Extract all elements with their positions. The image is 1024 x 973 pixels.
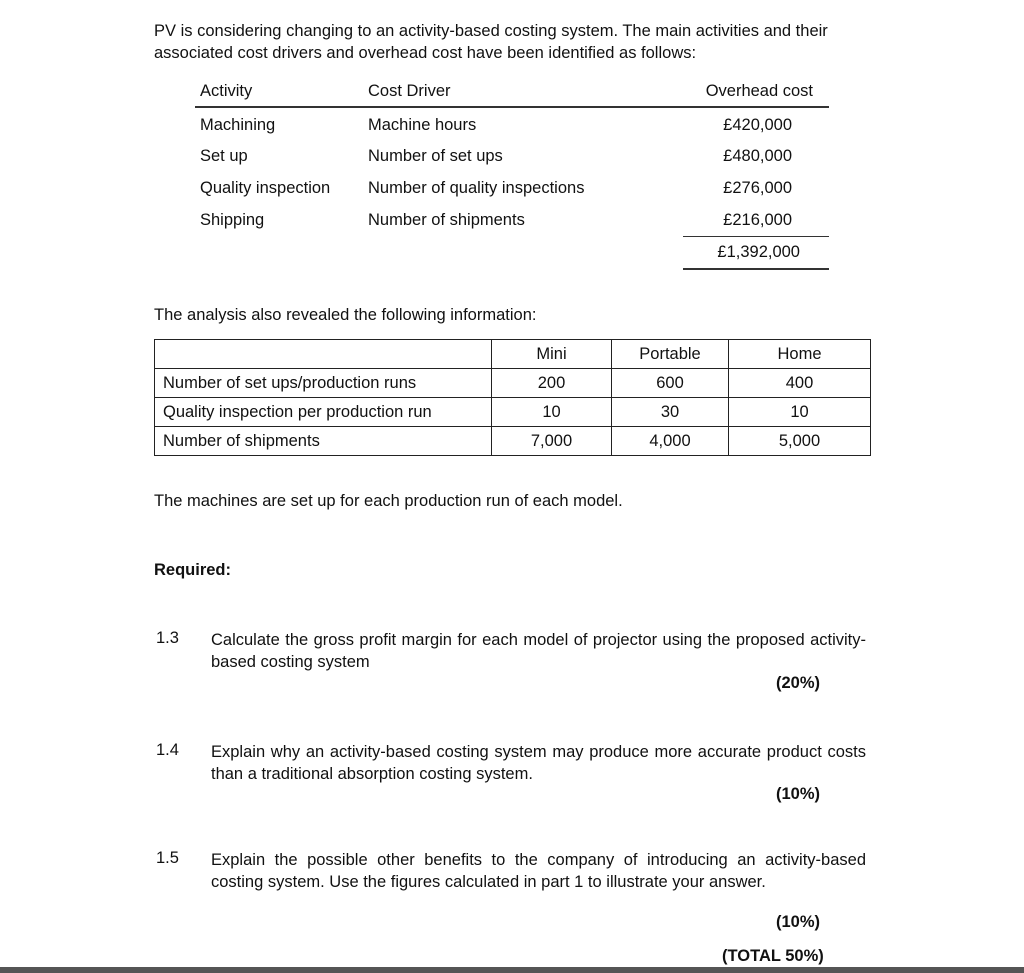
row-label: Number of shipments bbox=[155, 427, 492, 456]
total-marks: (TOTAL 50%) bbox=[722, 947, 824, 965]
intro-line-2: associated cost drivers and overhead cost have been identified as follows: bbox=[154, 44, 697, 62]
row-driver: Number of shipments bbox=[368, 211, 525, 229]
question-text: Calculate the gross profit margin for each model of projector using the proposed activity-based costing system bbox=[211, 631, 866, 671]
question-marks: (20%) bbox=[776, 674, 821, 692]
table-row bbox=[155, 398, 871, 427]
row-activity: Shipping bbox=[200, 211, 265, 229]
row-cost: £420,000 bbox=[723, 116, 792, 134]
value-portable: 4,000 bbox=[612, 427, 729, 456]
row-driver: Number of set ups bbox=[368, 147, 503, 165]
row-driver: Number of quality inspections bbox=[368, 179, 585, 197]
question-marks: (10%) bbox=[776, 913, 821, 931]
header-underline bbox=[195, 106, 829, 108]
row-label: Quality inspection per production run bbox=[155, 398, 492, 427]
question-text: Explain why an activity-based costing system may produce more accurate product costs than a traditional absorption costing system. bbox=[211, 743, 866, 783]
question-number: 1.3 bbox=[156, 629, 179, 647]
row-activity: Set up bbox=[200, 147, 248, 165]
header-mini: Mini bbox=[492, 340, 612, 369]
question-number: 1.4 bbox=[156, 741, 179, 759]
row-cost: £480,000 bbox=[723, 147, 792, 165]
question-number: 1.5 bbox=[156, 849, 179, 867]
row-label: Number of set ups/production runs bbox=[155, 369, 492, 398]
row-activity: Quality inspection bbox=[200, 179, 331, 197]
page-bottom-border bbox=[0, 967, 1024, 973]
total-overhead-cost: £1,392,000 bbox=[717, 243, 800, 261]
row-cost: £216,000 bbox=[723, 211, 792, 229]
value-mini: 10 bbox=[492, 398, 612, 427]
table-row bbox=[155, 427, 871, 456]
total-bottom-rule bbox=[683, 268, 829, 270]
total-top-rule bbox=[683, 236, 829, 237]
value-mini: 7,000 bbox=[492, 427, 612, 456]
header-home: Home bbox=[729, 340, 871, 369]
row-activity: Machining bbox=[200, 116, 276, 134]
header-overhead-cost: Overhead cost bbox=[705, 82, 813, 100]
header-cost-driver: Cost Driver bbox=[368, 82, 451, 100]
info-table bbox=[154, 339, 871, 456]
value-home: 10 bbox=[729, 398, 871, 427]
required-label: Required: bbox=[154, 561, 232, 579]
header-cell-blank bbox=[155, 340, 492, 369]
machines-note: The machines are set up for each production run of each model. bbox=[154, 492, 623, 510]
table-row bbox=[155, 369, 871, 398]
question-marks: (10%) bbox=[776, 785, 821, 803]
value-portable: 30 bbox=[612, 398, 729, 427]
analysis-intro: The analysis also revealed the following information: bbox=[154, 306, 537, 324]
table-header-row bbox=[155, 340, 871, 369]
value-home: 400 bbox=[729, 369, 871, 398]
value-portable: 600 bbox=[612, 369, 729, 398]
intro-line-1: PV is considering changing to an activity-based costing system. The main activities and their bbox=[154, 22, 828, 40]
header-activity: Activity bbox=[200, 82, 253, 100]
question-text: Explain the possible other benefits to the company of introducing an activity-based costing system. Use the figures calculated in part 1 to illustrate your answer. bbox=[211, 851, 866, 891]
intro-paragraph bbox=[154, 20, 828, 64]
row-driver: Machine hours bbox=[368, 116, 477, 134]
value-mini: 200 bbox=[492, 369, 612, 398]
row-cost: £276,000 bbox=[723, 179, 792, 197]
header-portable: Portable bbox=[612, 340, 729, 369]
value-home: 5,000 bbox=[729, 427, 871, 456]
